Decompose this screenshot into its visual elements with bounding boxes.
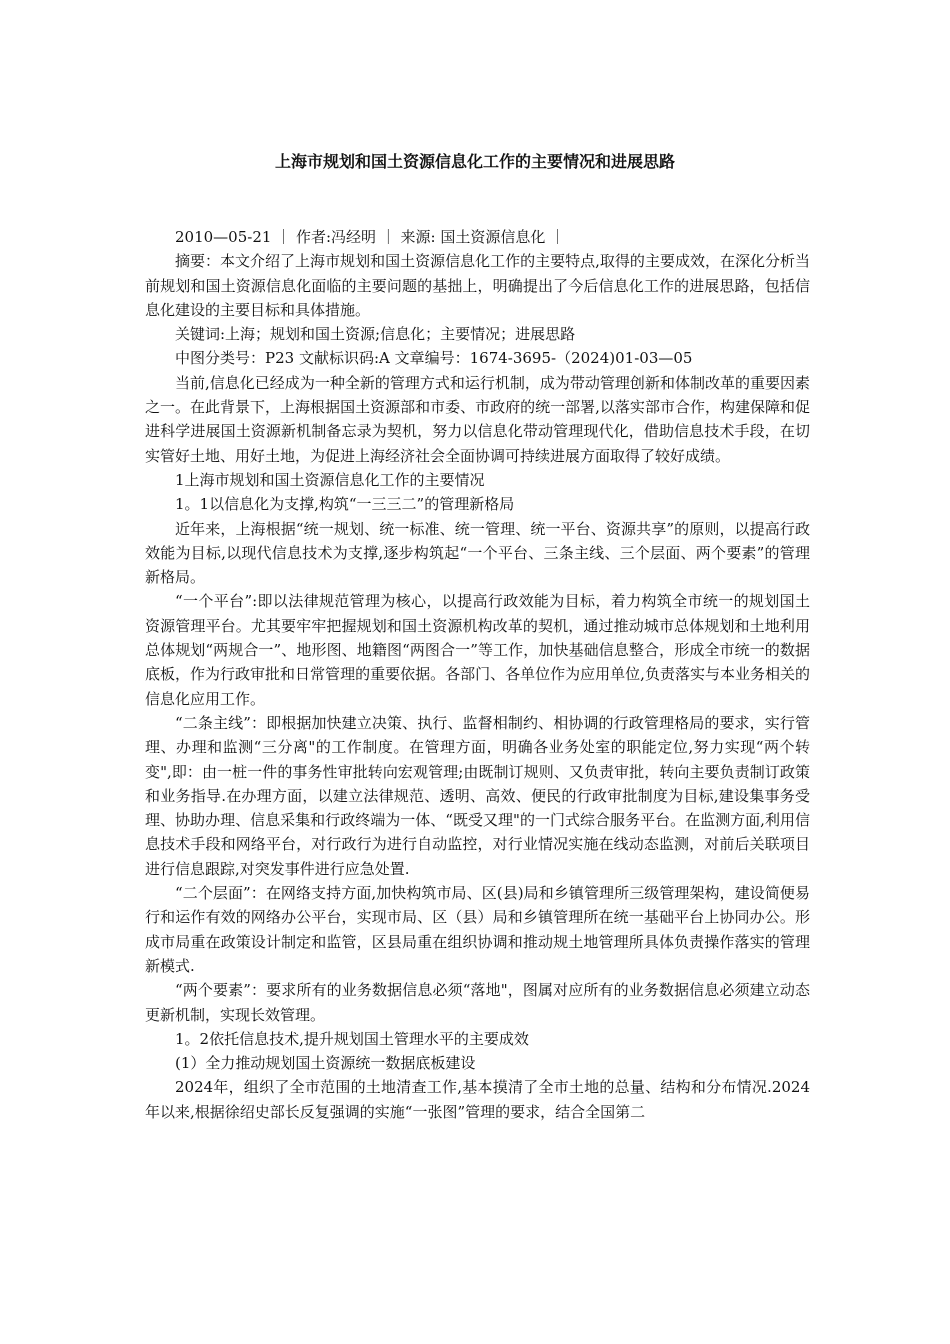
body-paragraph: “二条主线”：即根据加快建立决策、执行、监督相制约、相协调的行政管理格局的要求，实行管理、办理和监测“三分离"的工作制度。在管理方面，明确各业务处室的职能定位,努力实现“两个转变",即：由一桩一件的事务性审批转向宏观管理;由既制订规则、又负责审批，转向主要负责制订政策和业务指导.在办理方面，以建立法律规范、透明、高效、便民的行政审批制度为目标,建设集事务受理、协助办理、信息采集和行政终端为一体、“既受又理"的一门式综合服务平台。在监测方面,利用信息技术手段和网络平台，对行政行为进行自动监控，对行业情况实施在线动态监测，对前后关联项目进行信息跟踪,对突发事件进行应急处置. — [145, 713, 810, 878]
body-paragraph: 当前,信息化已经成为一种全新的管理方式和运行机制，成为带动管理创新和体制改革的重要因素之一。在此背景下，上海根据国土资源部和市委、市政府的统一部署,以落实部市合作，构建保障和促进科学进展国土资源新机制备忘录为契机，努力以信息化带动管理现代化，借助信息技术手段，在切实管好土地、用好土地，为促进上海经济社会全面协调可持续进展方面取得了较好成绩。 — [145, 373, 810, 465]
document-title: 上海市规划和国土资源信息化工作的主要情况和进展思路 — [274, 152, 675, 171]
abstract-paragraph: 摘要：本文介绍了上海市规划和国土资源信息化工作的主要特点,取得的主要成效，在深化分析当前规划和国土资源信息化面临的主要问题的基拙上，明确提出了今后信息化工作的进展思路，包括信息化建设的主要目标和具体措施。 — [145, 252, 810, 319]
keywords-line: 关键词:上海；规划和国土资源;信息化；主要情况；进展思路 — [175, 325, 576, 344]
body-paragraph: 近年来，上海根据“统一规划、统一标准、统一管理、统一平台、资源共享”的原则，以提高行政效能为目标,以现代信息技术为支撑,逐步构筑起“一个平台、三条主线、三个层面、两个要素”的管理新格局。 — [145, 519, 810, 587]
document-body — [145, 225, 810, 1124]
body-paragraph: “一个平台”:即以法律规范管理为核心，以提高行政效能为目标，着力构筑全市统一的规划国土资源管理平台。尤其要牢牢把握规划和国土资源机构改革的契机，通过推动城市总体规划和土地利用总体规划“两规合一”、地形图、地籍图“两图合一”等工作，加快基础信息整合，形成全市统一的数据底板，作为行政审批和日常管理的重要依据。各部门、各单位作为应用单位,负责落实与本业务相关的信息化应用工作。 — [145, 592, 810, 708]
section-heading: 1上海市规划和国土资源信息化工作的主要情况 — [175, 470, 485, 489]
subsection-heading: 1。2依托信息技术,提升规划国土管理水平的主要成效 — [175, 1029, 529, 1048]
meta-line: 2010—05-21 ｜ 作者:冯经明 ｜ 来源: 国土资源信息化 ｜ — [175, 228, 566, 246]
body-paragraph: “二个层面”：在网络支持方面,加快构筑市局、区(县)局和乡镇管理所三级管理架构，建设简便易行和运作有效的网络办公平台，实现市局、区（县）局和乡镇管理所在统一基础平台上协同办公。形成市局重在政策设计制定和监管，区县局重在组织协调和推动规土地管理所具体负责操作落实的管理新模式. — [145, 884, 810, 975]
classification-line: 中图分类号：P23 文献标识码:A 文章编号：1674-3695-（2024)01-03—05 — [175, 349, 693, 368]
body-paragraph: “两个要素”：要求所有的业务数据信息必须“落地"，图属对应所有的业务数据信息必须建立动态更新机制，实现长效管理。 — [145, 981, 810, 1024]
body-paragraph: 2024年，组织了全市范围的土地清查工作,基本摸清了全市土地的总量、结构和分布情况.2024年以来,根据徐绍史部长反复强调的实施“一张图”管理的要求，结合全国第二 — [145, 1078, 810, 1121]
item-heading: (1）全力推动规划国土资源统一数据底板建设 — [175, 1054, 476, 1073]
subsection-heading: 1。1以信息化为支撑,构筑“一三三二”的管理新格局 — [175, 495, 515, 514]
